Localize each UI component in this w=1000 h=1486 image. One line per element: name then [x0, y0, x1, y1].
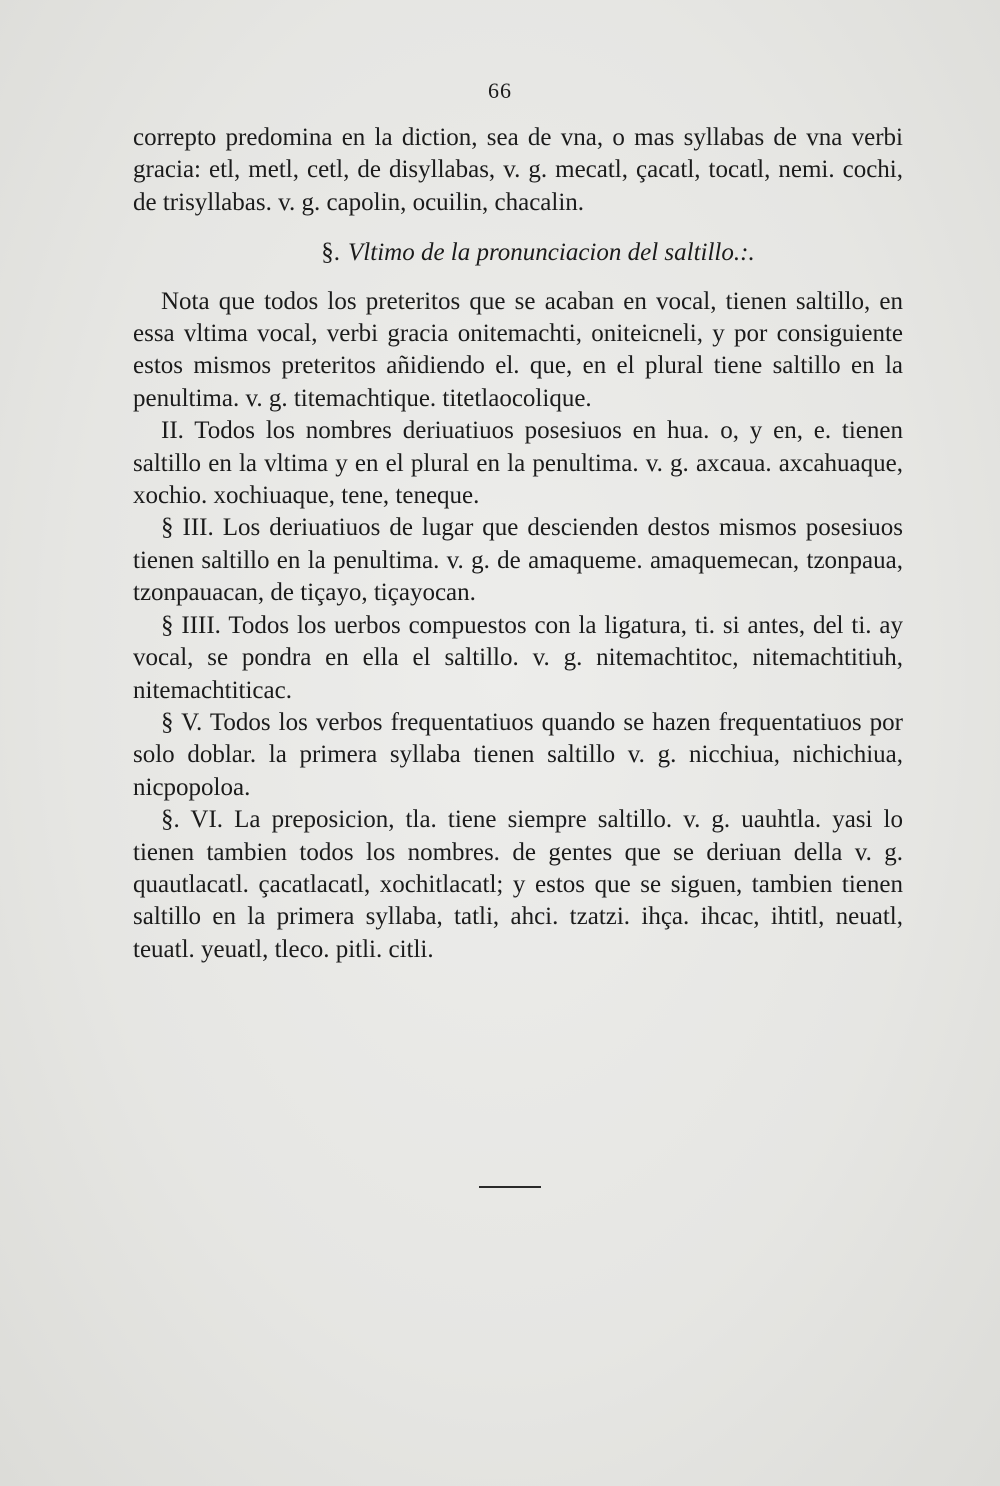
- paragraph-note: Nota que todos los preteritos que se acaban en vocal, tienen saltillo, en essa vltima vocal, verbi gracia onitemachti, oniteicneli, y por consiguiente estos mismos preteritos añidiendo el. que, en el plural tiene saltillo en la penultima. v. g. titemachtique. titetlaocolique.: [133, 287, 903, 412]
- page-number: 66: [488, 78, 512, 103]
- paragraph-rule-3: § III. Los deriuatiuos de lugar que descienden destos mismos posesiuos tienen saltillo en la penultima. v. g. de amaqueme. amaquemecan, tzonpaua, tzonpauacan, de tiçayo, tiçayocan.: [133, 514, 903, 607]
- paragraph-rule-4: § IIII. Todos los uerbos compuestos con la ligatura, ti. si antes, del ti. ay vocal, se pondra en ella el saltillo. v. g. nitemachtitoc, nitemachtitiuh, nitemachtiticac.: [133, 611, 903, 704]
- paragraph-rule-2: II. Todos los nombres deriuatiuos posesiuos en hua. o, y en, e. tienen saltillo en la vltima y en el plural en la penultima. v. g. axcaua. axcahuaque, xochio. xochiuaque, tene, teneque.: [133, 417, 903, 510]
- page-body: [133, 122, 903, 966]
- section-title: Vltimo de la pronunciacion del saltillo.:.: [348, 239, 755, 267]
- paragraph-rule-6: §. VI. La preposicion, tla. tiene siempre saltillo. v. g. uauhtla. yasi lo tienen tambien todos los nombres. de gentes que se deriuan della v. g. quautlacatl. çacatlacatl, xochitlacatl; y estos que se siguen, tambien tienen saltillo en la primera syllaba, tatli, ahci. tzatzi. ihça. ihcac, ihtitl, neuatl, teuatl. yeuatl, tleco. pitli. citli.: [133, 806, 903, 963]
- section-mark: §.: [321, 239, 341, 267]
- closing-rule: [479, 1186, 541, 1188]
- intro-paragraph: correpto predomina en la diction, sea de vna, o mas syllabas de vna verbi gracia: etl, metl, cetl, de disyllabas, v. g. mecatl, çacatl, tocatl, nemi. cochi, de trisyllabas. v. g. capolin, ocuilin, chacalin.: [133, 124, 903, 216]
- section-heading: [133, 237, 903, 269]
- paragraph-rule-5: § V. Todos los verbos frequentatiuos quando se hazen frequentatiuos por solo doblar. la primera syllaba tienen saltillo v. g. nicchiua, nichichiua, nicpopoloa.: [133, 708, 903, 801]
